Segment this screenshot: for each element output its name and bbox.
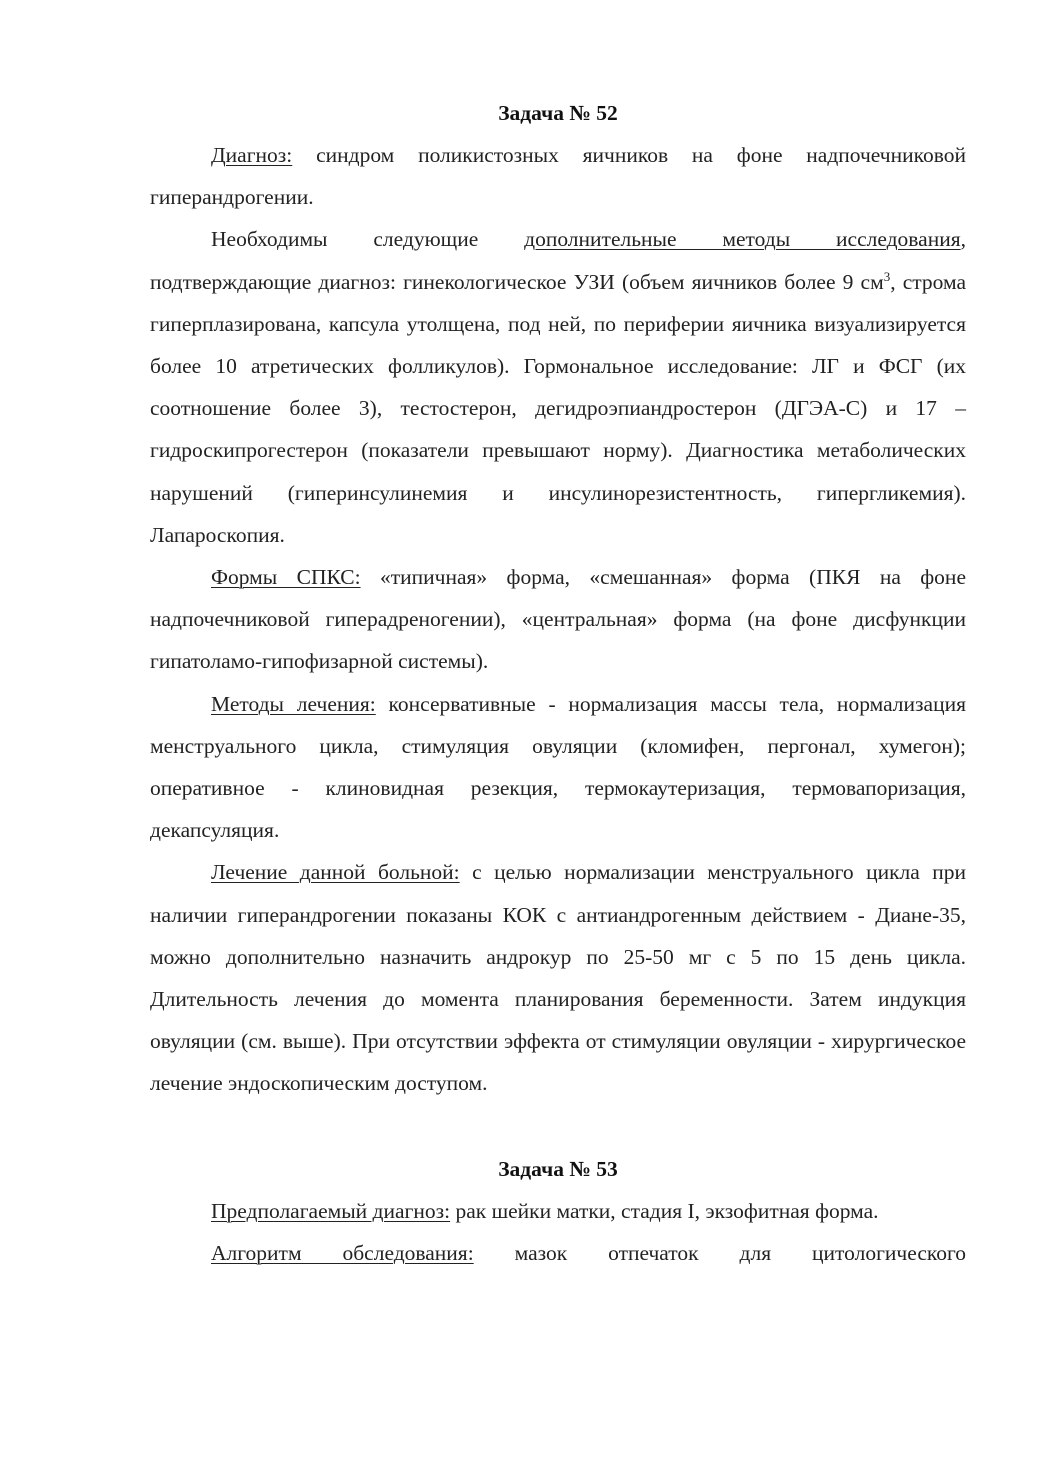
forms-paragraph — [150, 556, 966, 683]
additional-methods-text-b: , строма гиперплазирована, капсула утолщена, под ней, по периферии яичника визуализируется более 10 атретических фолликулов). Гормональное исследование: ЛГ и ФСГ (их соотношение более 3), тестостерон, дегидроэпиандростерон (ДГЭА-С) и 17 – гидроскипрогестерон (показатели превышают норму). Диагностика метаболических нарушений (гиперинсулинемия и инсулинорезистентность, гипергликемия). Лапароскопия. — [150, 269, 966, 547]
section-spacer — [150, 1105, 966, 1148]
diagnosis-text: синдром поликистозных яичников на фоне надпочечниковой гиперандрогении. — [150, 143, 966, 210]
treatment-methods-text: консервативные - нормализация массы тела, нормализация менструального цикла, стимуляция овуляции (кломифен, пергонал, хумегон); оперативное - клиновидная резекция, термокаутеризация, термовапоризация, декапсуляция. — [150, 691, 966, 843]
forms-label: Формы СПКС: — [211, 565, 361, 590]
presumed-diagnosis-paragraph — [150, 1190, 966, 1232]
presumed-diagnosis-label: Предполагаемый диагноз: — [211, 1198, 451, 1223]
patient-treatment-label: Лечение данной больной: — [211, 860, 460, 885]
patient-treatment-paragraph — [150, 851, 966, 1104]
task-53 — [150, 1148, 966, 1274]
additional-methods-label: дополнительные методы исследования — [524, 227, 961, 252]
presumed-diagnosis-text: рак шейки матки, стадия I, экзофитная форма. — [450, 1198, 879, 1223]
examination-algorithm-label: Алгоритм обследования: — [211, 1240, 474, 1265]
task-52-title: Задача № 52 — [498, 101, 618, 125]
additional-methods-lead: Необходимы следующие — [211, 227, 525, 252]
additional-methods-text-a: , подтверждающие диагноз: гинекологическое УЗИ (объем яичников более 9 см — [150, 227, 966, 294]
patient-treatment-text: с целью нормализации менструального цикла при наличии гиперандрогении показаны КОК с антиандрогенным действием - Диане-35, можно дополнительно назначить андрокур по 25-50 мг с 5 по 15 день цикла. Длительность лечения до момента планирования беременности. Затем индукция овуляции (см. выше). При отсутствии эффекта от стимуляции овуляции - хирургическое лечение эндоскопическим доступом. — [150, 860, 966, 1096]
document-page — [150, 92, 966, 1274]
task-53-title: Задача № 53 — [498, 1156, 618, 1181]
forms-text: «типичная» форма, «смешанная» форма (ПКЯ на фоне надпочечниковой гиперадреногении), «центральная» форма (на фоне дисфункции гипатоламо-гипофизарной системы). — [150, 565, 966, 674]
examination-algorithm-paragraph — [150, 1232, 966, 1274]
treatment-methods-paragraph — [150, 683, 966, 852]
additional-methods-paragraph — [150, 218, 966, 556]
cubic-superscript: 3 — [883, 268, 891, 284]
diagnosis-paragraph — [150, 134, 966, 218]
treatment-methods-label: Методы лечения: — [211, 691, 376, 716]
task-52 — [150, 92, 966, 1105]
examination-algorithm-text: мазок отпечаток для цитологического — [473, 1240, 966, 1265]
diagnosis-label: Диагноз: — [211, 143, 293, 167]
